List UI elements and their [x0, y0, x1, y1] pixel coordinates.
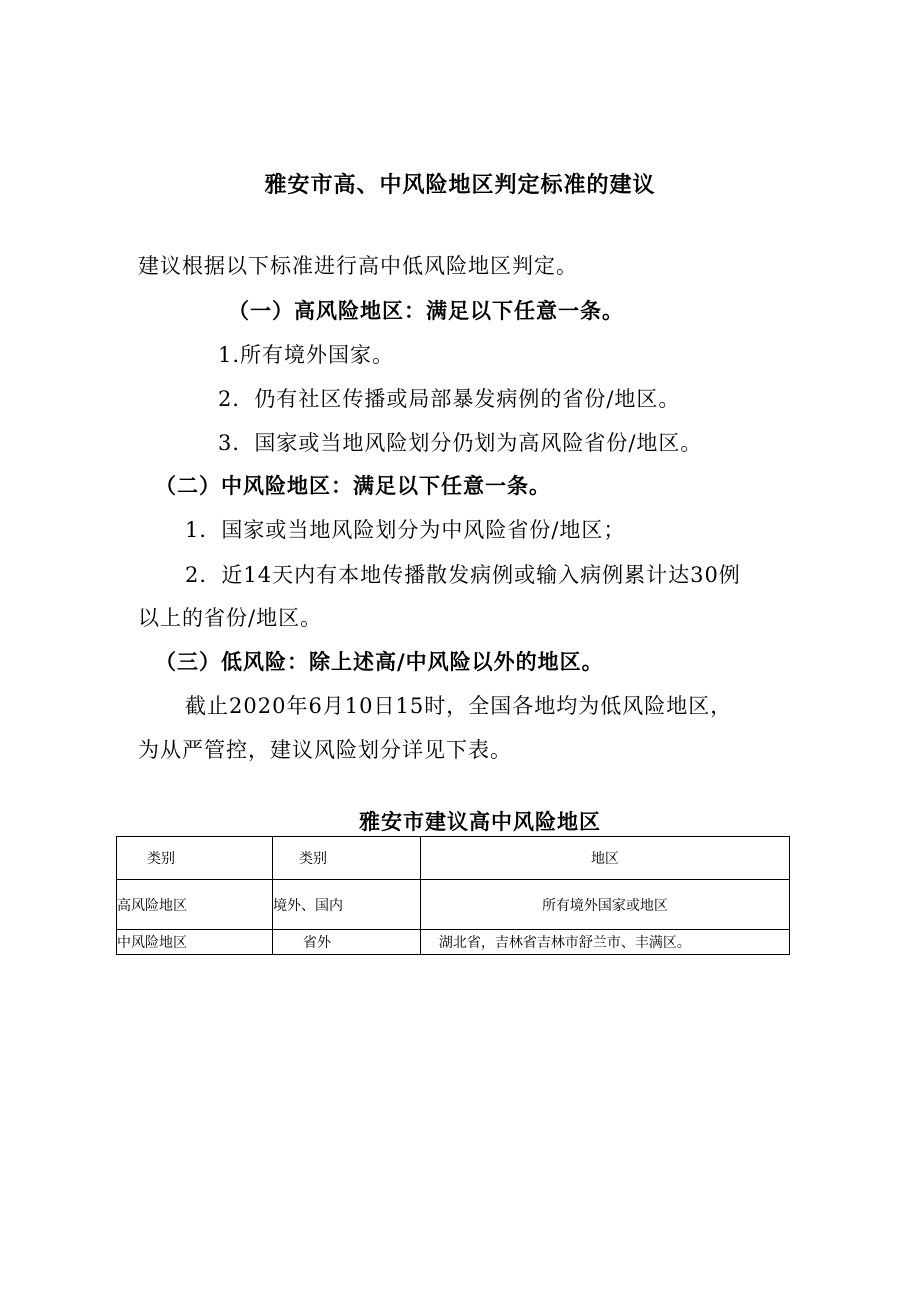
section-2-item-2-continued: 以上的省份/地区。: [138, 606, 323, 630]
table-header-row: [117, 837, 790, 880]
section-3-heading: （三）低风险：除上述高/中风险以外的地区。: [155, 649, 604, 674]
section-2-heading: （二）中风险地区：满足以下任意一条。: [155, 473, 551, 498]
table-title: 雅安市建议高中风险地区: [359, 809, 601, 834]
table-cell-category: 高风险地区: [117, 880, 273, 930]
intro-paragraph: 建议根据以下标准进行高中低风险地区判定。: [138, 254, 578, 278]
table-header-region: 地区: [420, 837, 789, 880]
section-2-item-1: 1．国家或当地风险划分为中风险省份/地区；: [185, 518, 626, 542]
risk-table: [116, 836, 790, 955]
closing-line-1: 截止2020年6月10日15时，全国各地均为低风险地区，: [185, 694, 733, 718]
table-cell-region: 湖北省，吉林省吉林市舒兰市、丰满区。: [420, 930, 789, 955]
table-cell-region: 所有境外国家或地区: [420, 880, 789, 930]
section-1-item-1: 1.所有境外国家。: [218, 343, 395, 367]
section-1-heading: （一）高风险地区：满足以下任意一条。: [228, 298, 624, 323]
table-header-category-2: 类别: [273, 837, 421, 880]
section-2-item-2: 2．近14天内有本地传播散发病例或输入病例累计达30例: [185, 563, 741, 587]
table-header-category: 类别: [117, 837, 273, 880]
document-title: 雅安市高、中风险地区判定标准的建议: [264, 172, 656, 198]
section-1-item-3: 3．国家或当地风险划分仍划为高风险省份/地区。: [218, 431, 703, 455]
table-row: [117, 880, 790, 930]
table-cell-category: 中风险地区: [117, 930, 273, 955]
table-cell-scope: 省外: [273, 930, 421, 955]
section-1-item-2: 2．仍有社区传播或局部暴发病例的省份/地区。: [218, 387, 681, 411]
closing-line-2: 为从严管控，建议风险划分详见下表。: [138, 738, 512, 762]
table-cell-scope: 境外、国内: [273, 880, 421, 930]
table-row: [117, 930, 790, 955]
